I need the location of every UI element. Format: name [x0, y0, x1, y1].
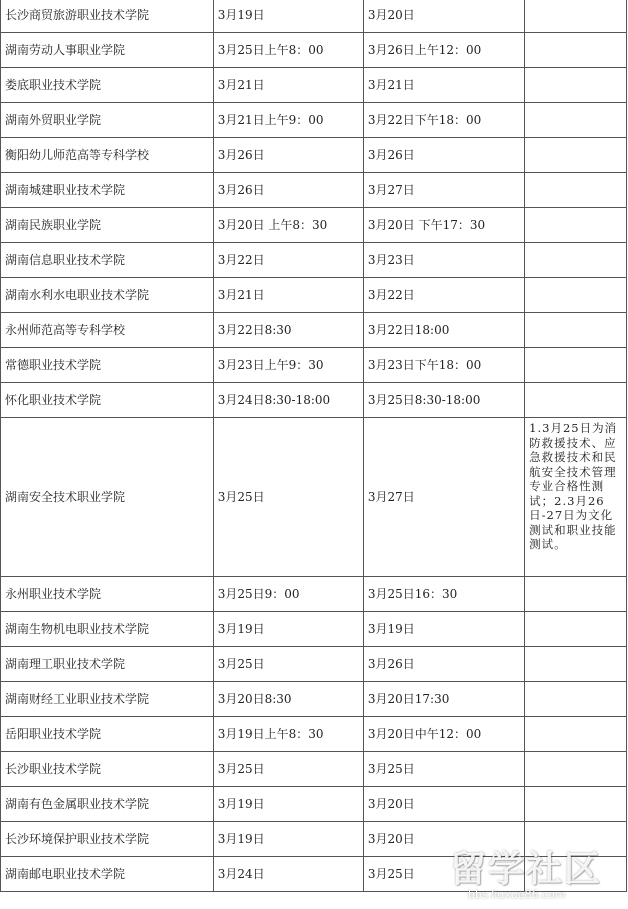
- school-cell: 衡阳幼儿师范高等专科学校: [1, 138, 214, 173]
- note-cell: [525, 278, 627, 313]
- table-row: [1, 103, 627, 138]
- school-cell: 湖南有色金属职业技术学院: [1, 787, 214, 822]
- start-time-cell: 3月20日 上午8：30: [213, 208, 363, 243]
- end-time-cell: 3月27日: [363, 418, 524, 577]
- start-time-cell: 3月24日8:30-18:00: [213, 383, 363, 418]
- start-time-cell: 3月24日: [213, 857, 363, 892]
- table-row: [1, 682, 627, 717]
- start-time-cell: 3月25日上午8：00: [213, 33, 363, 68]
- note-cell: [525, 0, 627, 33]
- end-time-cell: 3月25日: [363, 857, 524, 892]
- end-time-cell: 3月27日: [363, 173, 524, 208]
- schedule-table-body: [1, 0, 627, 892]
- start-time-cell: 3月19日: [213, 787, 363, 822]
- school-cell: 长沙职业技术学院: [1, 752, 214, 787]
- start-time-cell: 3月19日上午8：30: [213, 717, 363, 752]
- start-time-cell: 3月19日: [213, 612, 363, 647]
- school-cell: 湖南外贸职业学院: [1, 103, 214, 138]
- end-time-cell: 3月20日 下午17：30: [363, 208, 524, 243]
- start-time-cell: 3月25日9：00: [213, 577, 363, 612]
- start-time-cell: 3月22日8:30: [213, 313, 363, 348]
- end-time-cell: 3月20日: [363, 787, 524, 822]
- start-time-cell: 3月26日: [213, 173, 363, 208]
- start-time-cell: 3月19日: [213, 0, 363, 33]
- note-cell: [525, 577, 627, 612]
- note-cell: 1.3月25日为消防救援技术、应急救援技术和民航安全技术管理专业合格性测试；2.3月26日-27日为文化测试和职业技能测试。: [525, 418, 627, 577]
- end-time-cell: 3月22日: [363, 278, 524, 313]
- table-row: [1, 348, 627, 383]
- table-row: [1, 383, 627, 418]
- note-cell: [525, 103, 627, 138]
- note-cell: [525, 208, 627, 243]
- end-time-cell: 3月25日16：30: [363, 577, 524, 612]
- end-time-cell: 3月21日: [363, 68, 524, 103]
- end-time-cell: 3月20日: [363, 822, 524, 857]
- note-cell: [525, 717, 627, 752]
- start-time-cell: 3月21日: [213, 68, 363, 103]
- note-cell: [525, 383, 627, 418]
- start-time-cell: 3月23日上午9：30: [213, 348, 363, 383]
- end-time-cell: 3月25日: [363, 752, 524, 787]
- note-cell: [525, 138, 627, 173]
- table-row: [1, 787, 627, 822]
- end-time-cell: 3月19日: [363, 612, 524, 647]
- note-cell: [525, 787, 627, 822]
- school-cell: 湖南安全技术职业学院: [1, 418, 214, 577]
- start-time-cell: 3月20日8:30: [213, 682, 363, 717]
- note-cell: [525, 313, 627, 348]
- table-row: [1, 68, 627, 103]
- end-time-cell: 3月25日8:30-18:00: [363, 383, 524, 418]
- watermark: [450, 841, 620, 905]
- end-time-cell: 3月26日: [363, 647, 524, 682]
- table-row: [1, 313, 627, 348]
- school-cell: 湖南财经工业职业技术学院: [1, 682, 214, 717]
- end-time-cell: 3月20日17:30: [363, 682, 524, 717]
- end-time-cell: 3月20日中午12：00: [363, 717, 524, 752]
- school-cell: 湖南信息职业技术学院: [1, 243, 214, 278]
- school-cell: 湖南民族职业学院: [1, 208, 214, 243]
- start-time-cell: 3月21日上午9：00: [213, 103, 363, 138]
- school-cell: 岳阳职业技术学院: [1, 717, 214, 752]
- end-time-cell: 3月26日: [363, 138, 524, 173]
- school-cell: 娄底职业技术学院: [1, 68, 214, 103]
- end-time-cell: 3月20日: [363, 0, 524, 33]
- table-row: [1, 243, 627, 278]
- table-row: [1, 418, 627, 577]
- table-row: [1, 717, 627, 752]
- note-cell: [525, 33, 627, 68]
- school-cell: 湖南城建职业技术学院: [1, 173, 214, 208]
- table-row: [1, 647, 627, 682]
- start-time-cell: 3月21日: [213, 278, 363, 313]
- note-cell: [525, 682, 627, 717]
- start-time-cell: 3月22日: [213, 243, 363, 278]
- table-row: [1, 577, 627, 612]
- start-time-cell: 3月25日: [213, 752, 363, 787]
- watermark-logo: 留学社区: [450, 849, 603, 890]
- school-cell: 常德职业技术学院: [1, 348, 214, 383]
- start-time-cell: 3月26日: [213, 138, 363, 173]
- start-time-cell: 3月25日: [213, 647, 363, 682]
- school-cell: 湖南生物机电职业技术学院: [1, 612, 214, 647]
- table-row: [1, 33, 627, 68]
- table-row: [1, 208, 627, 243]
- end-time-cell: 3月22日下午18：00: [363, 103, 524, 138]
- table-row: [1, 752, 627, 787]
- note-cell: [525, 348, 627, 383]
- school-cell: 湖南水利水电职业技术学院: [1, 278, 214, 313]
- table-row: [1, 138, 627, 173]
- school-cell: 湖南邮电职业技术学院: [1, 857, 214, 892]
- start-time-cell: 3月25日: [213, 418, 363, 577]
- table-row: [1, 173, 627, 208]
- note-cell: [525, 752, 627, 787]
- note-cell: [525, 612, 627, 647]
- end-time-cell: 3月23日下午18：00: [363, 348, 524, 383]
- note-cell: [525, 243, 627, 278]
- start-time-cell: 3月19日: [213, 822, 363, 857]
- table-row: [1, 612, 627, 647]
- note-cell: [525, 647, 627, 682]
- end-time-cell: 3月22日18:00: [363, 313, 524, 348]
- table-row: [1, 278, 627, 313]
- table-row: [1, 0, 627, 33]
- school-cell: 长沙商贸旅游职业技术学院: [1, 0, 214, 33]
- note-cell: [525, 173, 627, 208]
- school-cell: 永州师范高等专科学校: [1, 313, 214, 348]
- note-cell: [525, 68, 627, 103]
- school-cell: 湖南理工职业技术学院: [1, 647, 214, 682]
- school-cell: 怀化职业技术学院: [1, 383, 214, 418]
- watermark-url: bbs.liuxue86.com: [468, 888, 566, 901]
- school-cell: 湖南劳动人事职业学院: [1, 33, 214, 68]
- school-cell: 永州职业技术学院: [1, 577, 214, 612]
- end-time-cell: 3月26日上午12：00: [363, 33, 524, 68]
- school-cell: 长沙环境保护职业技术学院: [1, 822, 214, 857]
- end-time-cell: 3月23日: [363, 243, 524, 278]
